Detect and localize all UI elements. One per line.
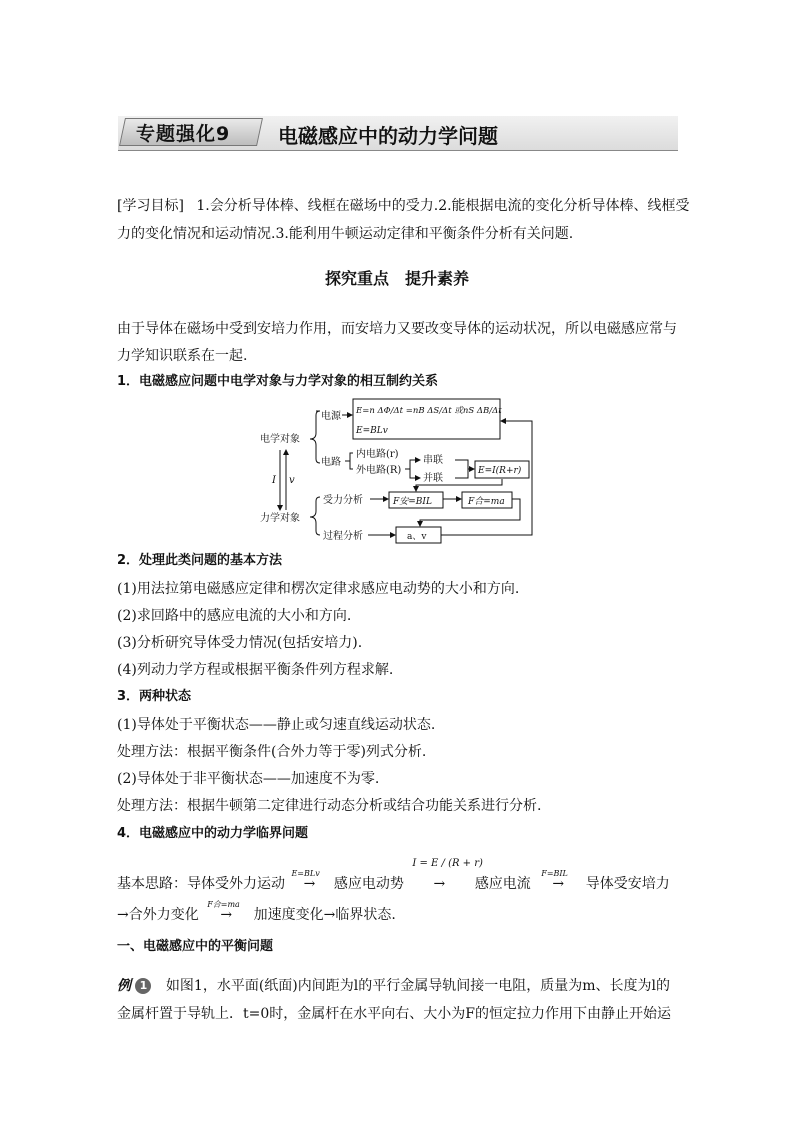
arrow-newton-label: F合=ma [207, 900, 240, 909]
basic-idea-label: 基本思路：导体受外力运动 [117, 876, 285, 892]
objectives-line-2: 力的变化情况和运动情况.3.能利用牛顿运动定律和平衡条件分析有关问题. [117, 226, 574, 242]
force-analysis-label: 受力分析 [323, 495, 363, 506]
banner-rule [118, 150, 678, 151]
page-title: 电磁感应中的动力学问题 [278, 124, 498, 148]
parallel-label: 并联 [423, 473, 443, 484]
example-number-badge: 1 [135, 978, 151, 994]
ampere-force-text: F安=BIL [393, 497, 432, 507]
method-2: (2)求回路中的感应电流的大小和方向. [117, 608, 352, 624]
circuit-brace-top [345, 453, 353, 461]
process-analysis-label: 过程分析 [323, 531, 363, 542]
step-ampere: 导体受安培力 [585, 876, 670, 892]
power-source-label: 电源 [321, 411, 341, 422]
ohm-law-text: E=I(R+r) [478, 466, 522, 476]
arrow-emf: E=BLv → [289, 874, 329, 894]
step-current: 感应电流 [474, 876, 531, 892]
series-label: 串联 [423, 455, 443, 466]
arrow-emf-label: E=BLv [291, 869, 320, 878]
section-title: 探究重点 提升素养 [324, 269, 469, 288]
arrow-force-label: F=BIL [541, 869, 568, 878]
arrow-newton: F合=ma → [203, 905, 249, 925]
heading-4: 4．电磁感应中的动力学临界问题 [117, 826, 309, 841]
av-text: a、v [407, 532, 427, 542]
method-1: (1)用法拉第电磁感应定律和楞次定律求感应电动势的大小和方向. [117, 581, 520, 597]
state-3: (2)导体处于非平衡状态——加速度不为零. [117, 771, 380, 787]
arrow-current: I = E / (R + r) → [408, 874, 470, 894]
intro-line-1: 由于导体在磁场中受到安培力作用，而安培力又要改变导体的运动状况，所以电磁感应常与 [117, 321, 677, 337]
basic-idea-line-2-end: 加速度变化→临界状态. [253, 907, 396, 923]
relationship-diagram [250, 395, 540, 545]
arrow-current-label: I = E / (R + r) [412, 858, 483, 869]
example-text-1: 如图1，水平面(纸面)内间距为l的平行金属导轨间接一电阻，质量为m、长度为l的 [165, 978, 670, 994]
method-3: (3)分析研究导体受力情况(包括安培力). [117, 635, 363, 651]
example-line-1 [117, 976, 670, 996]
basic-idea-line-1 [117, 858, 670, 894]
mechanical-object-label: 力学对象 [260, 513, 300, 524]
outer-circuit-label: 外电路(R) [356, 465, 402, 476]
example-label: 例 [117, 978, 131, 994]
heading-3: 3．两种状态 [117, 689, 192, 704]
arrow-force: F=BIL → [535, 874, 581, 894]
brace-top [310, 411, 320, 439]
part-1-title: 一、电磁感应中的平衡问题 [117, 939, 274, 954]
state-2: 处理方法：根据平衡条件(合外力等于零)列式分析. [117, 744, 427, 760]
velocity-label: v [289, 475, 295, 486]
state-4: 处理方法：根据牛顿第二定律进行动态分析或结合功能关系进行分析. [117, 798, 542, 814]
objectives-text-1: 1.会分析导体棒、线框在磁场中的受力.2.能根据电流的变化分析导体棒、线框受 [196, 198, 690, 214]
objectives-line-1 [117, 196, 690, 216]
inner-circuit-label: 内电路(r) [356, 449, 399, 460]
heading-1: 1．电磁感应问题中电学对象与力学对象的相互制约关系 [117, 374, 439, 389]
example-line-2: 金属杆置于导轨上．t=0时，金属杆在水平向右、大小为F的恒定拉力作用下由静止开始运 [117, 1006, 671, 1022]
emf-formula-2: E=BLv [356, 426, 388, 436]
heading-2: 2．处理此类问题的基本方法 [117, 553, 283, 568]
state-1: (1)导体处于平衡状态——静止或匀速直线运动状态. [117, 717, 436, 733]
emf-formula-1: E=n ΔΦ/Δt =nB ΔS/Δt 或nS ΔB/Δt [356, 406, 502, 416]
objectives-label: [学习目标] [117, 198, 184, 214]
circuit-label: 电路 [321, 457, 341, 468]
current-label: I [272, 475, 276, 486]
intro-line-2: 力学知识联系在一起. [117, 348, 248, 364]
basic-idea-line-2 [117, 900, 396, 925]
method-4: (4)列动力学方程或根据平衡条件列方程求解. [117, 662, 394, 678]
net-force-text: F合=ma [468, 497, 505, 507]
banner-tag: 专题强化9 [136, 123, 231, 145]
electric-object-label: 电学对象 [260, 434, 300, 445]
brace-bottom [310, 439, 320, 463]
basic-idea-line-2-start: →合外力变化 [117, 907, 199, 923]
chapter-banner [118, 116, 678, 152]
step-emf: 感应电动势 [333, 876, 404, 892]
